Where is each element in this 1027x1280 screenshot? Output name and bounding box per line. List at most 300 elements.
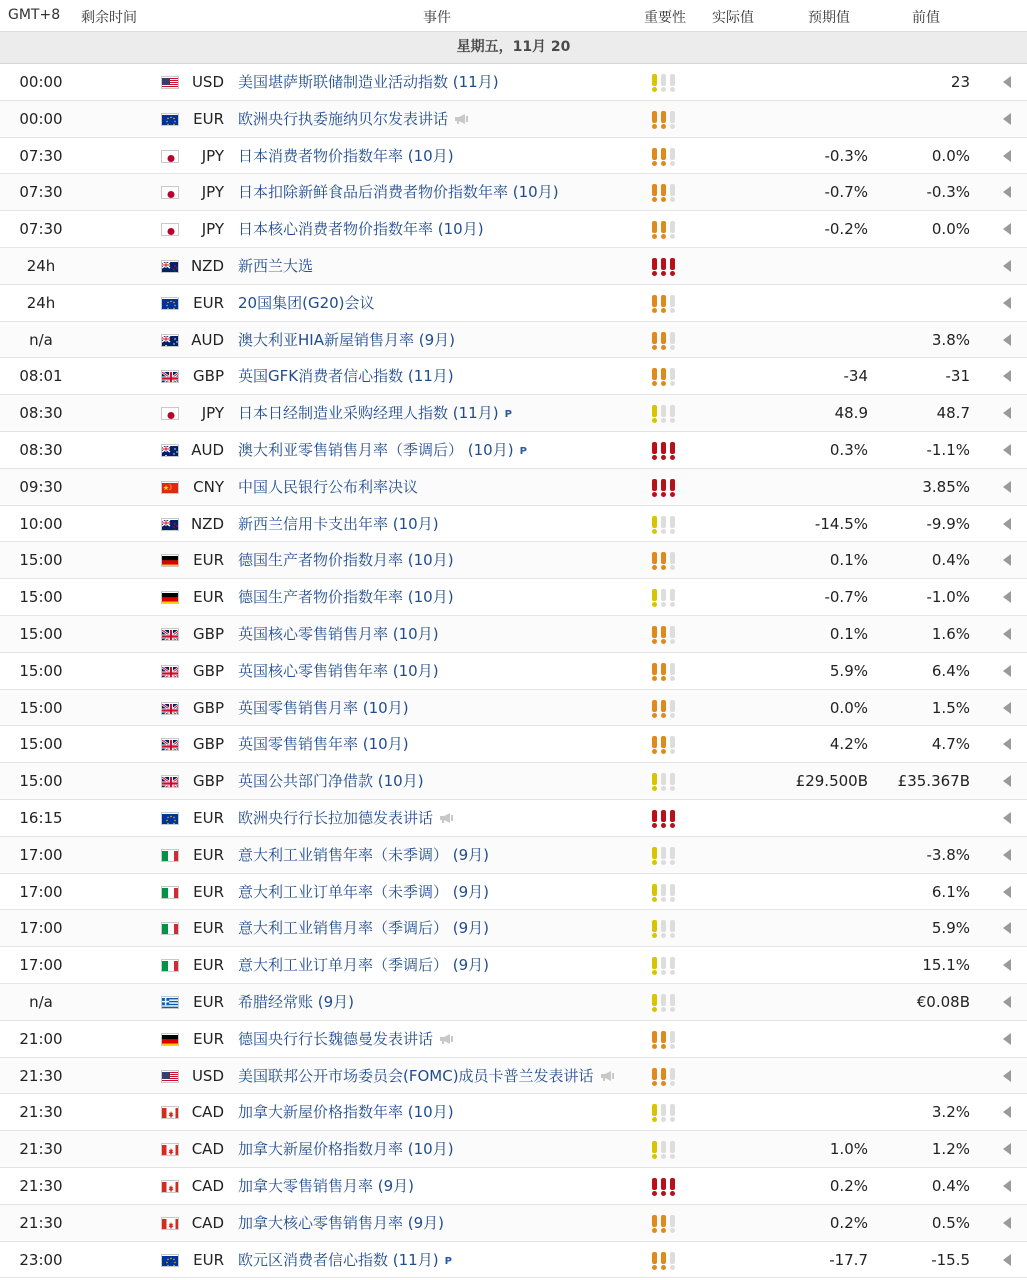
- importance-bar-icon: [660, 184, 667, 202]
- expand-arrow-icon[interactable]: [1003, 186, 1011, 198]
- importance-bar-icon: [669, 1215, 676, 1233]
- event-currency: NZD: [190, 256, 224, 275]
- event-time: 08:30: [19, 440, 63, 459]
- importance-bar-icon: [651, 884, 658, 902]
- event-row[interactable]: [0, 653, 1027, 690]
- expand-arrow-icon[interactable]: [1003, 1070, 1011, 1082]
- event-title[interactable]: 英国核心零售销售月率 (10月): [238, 624, 439, 643]
- forecast-header: 预期值: [808, 10, 850, 26]
- importance-indicator: [651, 111, 679, 129]
- expand-arrow-icon[interactable]: [1003, 481, 1011, 493]
- event-link[interactable]: [238, 322, 455, 358]
- importance-bar-icon: [669, 552, 676, 570]
- event-row[interactable]: [0, 690, 1027, 727]
- event-currency: JPY: [201, 146, 224, 165]
- event-title[interactable]: 希腊经常账 (9月): [238, 992, 355, 1011]
- event-title[interactable]: 欧洲央行行长拉加德发表讲话: [238, 808, 434, 827]
- event-row[interactable]: [0, 579, 1027, 616]
- event-link[interactable]: [238, 837, 489, 873]
- china-flag-icon: [161, 481, 179, 494]
- event-row[interactable]: [0, 174, 1027, 211]
- event-title[interactable]: 日本扣除新鲜食品后消费者物价指数年率 (10月): [238, 183, 559, 202]
- expand-arrow-icon[interactable]: [1003, 407, 1011, 419]
- uk-flag-icon: [161, 665, 179, 678]
- event-time: 09:30: [19, 477, 63, 496]
- previous-value: 1.2%: [931, 1140, 970, 1159]
- expand-arrow-icon[interactable]: [1003, 702, 1011, 714]
- importance-bar-icon: [660, 700, 667, 718]
- event-link[interactable]: [238, 616, 439, 652]
- importance-indicator: [651, 1068, 679, 1086]
- event-title[interactable]: 英国零售销售月率 (10月): [238, 698, 409, 717]
- event-time: 15:00: [19, 624, 63, 643]
- event-row[interactable]: [0, 506, 1027, 543]
- event-currency: USD: [191, 73, 224, 91]
- importance-indicator: [651, 184, 679, 202]
- event-link[interactable]: [238, 285, 375, 321]
- importance-bar-icon: [651, 552, 658, 570]
- event-title[interactable]: 日本核心消费者物价指数年率 (10月): [238, 220, 484, 239]
- event-link[interactable]: [238, 64, 499, 100]
- importance-bar-icon: [669, 516, 676, 534]
- expand-arrow-icon[interactable]: [1003, 1254, 1011, 1266]
- forecast-value: 0.0%: [829, 698, 868, 717]
- importance-bar-icon: [660, 1215, 667, 1233]
- event-link[interactable]: [238, 1168, 414, 1204]
- event-currency: AUD: [191, 440, 224, 459]
- event-time: 17:00: [19, 919, 63, 938]
- event-row[interactable]: [0, 64, 1027, 101]
- event-currency: EUR: [193, 109, 224, 128]
- australia-flag-icon: [161, 444, 179, 457]
- expand-arrow-icon[interactable]: [1003, 996, 1011, 1008]
- importance-bar-icon: [651, 148, 658, 166]
- importance-bar-icon: [651, 847, 658, 865]
- importance-indicator: [651, 847, 679, 865]
- importance-bar-icon: [660, 810, 667, 828]
- event-row[interactable]: [0, 101, 1027, 138]
- expand-arrow-icon[interactable]: [1003, 665, 1011, 677]
- event-link[interactable]: [238, 579, 454, 615]
- event-currency: EUR: [193, 919, 224, 938]
- importance-bar-icon: [660, 736, 667, 754]
- new-zealand-flag-icon: [161, 260, 179, 273]
- importance-indicator: [651, 1141, 679, 1159]
- importance-indicator: [651, 258, 679, 276]
- previous-value: 6.1%: [931, 882, 970, 901]
- forecast-value: 4.2%: [829, 735, 868, 754]
- event-time: 21:00: [19, 1029, 63, 1048]
- event-currency: CNY: [193, 477, 224, 496]
- event-link[interactable]: [238, 506, 439, 542]
- event-link[interactable]: [238, 432, 527, 470]
- previous-value: 4.7%: [931, 735, 970, 754]
- japan-flag-icon: [161, 150, 179, 163]
- event-link[interactable]: [238, 726, 409, 762]
- event-time: n/a: [29, 330, 53, 349]
- event-currency: CAD: [191, 1140, 224, 1159]
- expand-arrow-icon[interactable]: [1003, 370, 1011, 382]
- expand-arrow-icon[interactable]: [1003, 76, 1011, 88]
- expand-arrow-icon[interactable]: [1003, 260, 1011, 272]
- event-row[interactable]: [0, 432, 1027, 469]
- event-title[interactable]: 欧元区消费者信心指数 (11月): [238, 1250, 439, 1269]
- event-title[interactable]: 中国人民银行公布利率决议: [238, 477, 419, 496]
- importance-bar-icon: [669, 589, 676, 607]
- event-currency: EUR: [193, 808, 224, 827]
- event-currency: EUR: [193, 956, 224, 975]
- uk-flag-icon: [161, 370, 179, 383]
- canada-flag-icon: [161, 1143, 179, 1156]
- importance-bar-icon: [669, 1178, 676, 1196]
- previous-value: -0.3%: [926, 183, 970, 202]
- event-time: 15:00: [19, 551, 63, 570]
- importance-indicator: [651, 442, 679, 460]
- event-title[interactable]: 新西兰大选: [238, 256, 314, 275]
- event-row[interactable]: [0, 542, 1027, 579]
- expand-arrow-icon[interactable]: [1003, 297, 1011, 309]
- expand-arrow-icon[interactable]: [1003, 554, 1011, 566]
- expand-arrow-icon[interactable]: [1003, 1143, 1011, 1155]
- event-title[interactable]: 新西兰信用卡支出年率 (10月): [238, 514, 439, 533]
- previous-value: €0.08B: [916, 992, 970, 1011]
- event-row[interactable]: [0, 248, 1027, 285]
- previous-value: 3.85%: [922, 477, 970, 496]
- event-row[interactable]: [0, 1242, 1027, 1279]
- importance-indicator: [651, 479, 679, 497]
- importance-bar-icon: [669, 626, 676, 644]
- event-link[interactable]: [238, 542, 454, 578]
- importance-bar-icon: [660, 1252, 667, 1270]
- importance-bar-icon: [651, 184, 658, 202]
- event-currency: JPY: [201, 404, 224, 423]
- expand-arrow-icon[interactable]: [1003, 334, 1011, 346]
- importance-bar-icon: [651, 221, 658, 239]
- remaining-time-header: 剩余时间: [81, 10, 137, 26]
- expand-arrow-icon[interactable]: [1003, 628, 1011, 640]
- importance-indicator: [651, 74, 679, 92]
- event-row[interactable]: [0, 984, 1027, 1021]
- importance-bar-icon: [651, 1068, 658, 1086]
- preliminary-icon: P: [504, 409, 512, 421]
- event-link[interactable]: [238, 1242, 452, 1280]
- importance-bar-icon: [669, 957, 676, 975]
- event-link[interactable]: [238, 874, 489, 910]
- previous-value: -15.5: [931, 1250, 970, 1269]
- event-title[interactable]: 美国联邦公开市场委员会(FOMC)成员卡普兰发表讲话: [238, 1066, 594, 1085]
- importance-indicator: [651, 368, 679, 386]
- event-row[interactable]: [0, 1094, 1027, 1131]
- importance-bar-icon: [669, 184, 676, 202]
- forecast-value: 0.1%: [829, 551, 868, 570]
- preliminary-icon: P: [444, 1255, 452, 1267]
- previous-value: 1.6%: [931, 624, 970, 643]
- expand-arrow-icon[interactable]: [1003, 738, 1011, 750]
- importance-bar-icon: [669, 1104, 676, 1122]
- eu-flag-icon: [161, 1254, 179, 1267]
- importance-bar-icon: [669, 663, 676, 681]
- japan-flag-icon: [161, 407, 179, 420]
- event-row[interactable]: [0, 726, 1027, 763]
- greece-flag-icon: [161, 996, 179, 1009]
- event-link[interactable]: [238, 395, 512, 433]
- importance-bar-icon: [660, 442, 667, 460]
- previous-value: -9.9%: [926, 514, 970, 533]
- event-title[interactable]: 欧洲央行执委施纳贝尔发表讲话: [238, 109, 449, 128]
- event-title[interactable]: 澳大利亚零售销售月率（季调后） (10月): [238, 440, 514, 459]
- event-row[interactable]: [0, 322, 1027, 359]
- event-title[interactable]: 德国生产者物价指数月率 (10月): [238, 551, 454, 570]
- event-currency: EUR: [193, 588, 224, 607]
- expand-arrow-icon[interactable]: [1003, 223, 1011, 235]
- event-link[interactable]: [238, 469, 418, 505]
- event-title[interactable]: 英国核心零售销售年率 (10月): [238, 661, 439, 680]
- event-title[interactable]: 意大利工业订单年率（未季调） (9月): [238, 882, 490, 901]
- importance-indicator: [651, 405, 679, 423]
- event-title[interactable]: 英国零售销售年率 (10月): [238, 735, 409, 754]
- event-row[interactable]: [0, 910, 1027, 947]
- importance-header: 重要性: [644, 10, 686, 26]
- importance-bar-icon: [669, 368, 676, 386]
- importance-bar-icon: [669, 810, 676, 828]
- event-row[interactable]: [0, 616, 1027, 653]
- previous-value: 3.2%: [931, 1103, 970, 1122]
- preliminary-icon: P: [519, 445, 527, 457]
- importance-bar-icon: [651, 442, 658, 460]
- japan-flag-icon: [161, 186, 179, 199]
- event-link[interactable]: [238, 138, 454, 174]
- importance-indicator: [651, 1215, 679, 1233]
- importance-bar-icon: [669, 295, 676, 313]
- event-link[interactable]: [238, 653, 439, 689]
- event-row[interactable]: [0, 211, 1027, 248]
- event-row[interactable]: [0, 358, 1027, 395]
- timezone-selector[interactable]: GMT+8: [8, 7, 61, 23]
- event-link[interactable]: [238, 248, 313, 284]
- importance-bar-icon: [660, 516, 667, 534]
- importance-indicator: [651, 884, 679, 902]
- event-title[interactable]: 英国GFK消费者信心指数 (11月): [238, 367, 454, 386]
- event-time: 08:01: [19, 367, 63, 386]
- event-link[interactable]: [238, 1205, 444, 1241]
- event-time: 15:00: [19, 735, 63, 754]
- importance-bar-icon: [660, 368, 667, 386]
- event-link[interactable]: [238, 1058, 616, 1094]
- forecast-value: 0.3%: [829, 440, 868, 459]
- event-time: 16:15: [19, 808, 63, 827]
- expand-arrow-icon[interactable]: [1003, 444, 1011, 456]
- expand-arrow-icon[interactable]: [1003, 1217, 1011, 1229]
- event-link[interactable]: [238, 1131, 454, 1167]
- importance-bar-icon: [660, 589, 667, 607]
- eu-flag-icon: [161, 812, 179, 825]
- expand-arrow-icon[interactable]: [1003, 922, 1011, 934]
- event-title[interactable]: 20国集团(G20)会议: [238, 293, 375, 312]
- event-title[interactable]: 加拿大新屋价格指数月率 (10月): [238, 1140, 454, 1159]
- event-row[interactable]: [0, 1205, 1027, 1242]
- importance-indicator: [651, 1178, 679, 1196]
- importance-bar-icon: [651, 1141, 658, 1159]
- event-title[interactable]: 英国公共部门净借款 (10月): [238, 772, 424, 791]
- event-currency: GBP: [193, 661, 224, 680]
- forecast-value: -0.3%: [824, 146, 868, 165]
- event-row[interactable]: [0, 469, 1027, 506]
- event-title[interactable]: 加拿大核心零售销售月率 (9月): [238, 1213, 445, 1232]
- event-link[interactable]: [238, 800, 455, 836]
- previous-value: -31: [945, 367, 970, 386]
- importance-indicator: [651, 920, 679, 938]
- expand-arrow-icon[interactable]: [1003, 959, 1011, 971]
- germany-flag-icon: [161, 1033, 179, 1046]
- expand-arrow-icon[interactable]: [1003, 1180, 1011, 1192]
- event-title[interactable]: 加拿大新屋价格指数年率 (10月): [238, 1103, 454, 1122]
- event-title[interactable]: 日本日经制造业采购经理人指数 (11月): [238, 404, 499, 423]
- event-currency: EUR: [193, 882, 224, 901]
- event-link[interactable]: [238, 984, 354, 1020]
- importance-indicator: [651, 736, 679, 754]
- expand-arrow-icon[interactable]: [1003, 1033, 1011, 1045]
- uk-flag-icon: [161, 702, 179, 715]
- event-row[interactable]: [0, 947, 1027, 984]
- event-link[interactable]: [238, 174, 559, 210]
- previous-value: 48.7: [936, 404, 970, 423]
- eu-flag-icon: [161, 113, 179, 126]
- event-link[interactable]: [238, 947, 489, 983]
- importance-bar-icon: [651, 405, 658, 423]
- importance-indicator: [651, 332, 679, 350]
- event-time: 21:30: [19, 1213, 63, 1232]
- importance-bar-icon: [660, 332, 667, 350]
- event-link[interactable]: [238, 101, 470, 137]
- importance-bar-icon: [651, 589, 658, 607]
- us-flag-icon: [161, 1070, 179, 1083]
- previous-value: -1.1%: [926, 440, 970, 459]
- event-row[interactable]: [0, 800, 1027, 837]
- event-link[interactable]: [238, 1094, 454, 1130]
- event-row[interactable]: [0, 1131, 1027, 1168]
- forecast-value: -14.5%: [814, 514, 868, 533]
- forecast-value: -34: [843, 367, 868, 386]
- event-time: 17:00: [19, 882, 63, 901]
- event-link[interactable]: [238, 690, 409, 726]
- japan-flag-icon: [161, 223, 179, 236]
- previous-value: 0.0%: [931, 146, 970, 165]
- importance-bar-icon: [669, 111, 676, 129]
- importance-indicator: [651, 810, 679, 828]
- previous-value: 0.4%: [931, 1176, 970, 1195]
- importance-indicator: [651, 552, 679, 570]
- importance-bar-icon: [660, 994, 667, 1012]
- importance-bar-icon: [669, 405, 676, 423]
- importance-bar-icon: [660, 773, 667, 791]
- germany-flag-icon: [161, 554, 179, 567]
- importance-bar-icon: [669, 994, 676, 1012]
- event-row[interactable]: [0, 1058, 1027, 1095]
- previous-value: 3.8%: [931, 330, 970, 349]
- previous-value: 15.1%: [922, 956, 970, 975]
- speech-icon: [600, 1059, 616, 1071]
- event-row[interactable]: [0, 138, 1027, 175]
- italy-flag-icon: [161, 886, 179, 899]
- event-link[interactable]: [238, 1021, 455, 1057]
- importance-bar-icon: [660, 626, 667, 644]
- event-title[interactable]: 日本消费者物价指数年率 (10月): [238, 146, 454, 165]
- event-time: 17:00: [19, 845, 63, 864]
- importance-bar-icon: [651, 1031, 658, 1049]
- previous-value: 23: [950, 73, 970, 91]
- importance-bar-icon: [660, 663, 667, 681]
- event-title[interactable]: 澳大利亚HIA新屋销售月率 (9月): [238, 330, 455, 349]
- event-title[interactable]: 德国生产者物价指数年率 (10月): [238, 588, 454, 607]
- event-time: 07:30: [19, 183, 63, 202]
- event-title[interactable]: 意大利工业销售年率（未季调） (9月): [238, 845, 490, 864]
- importance-bar-icon: [669, 736, 676, 754]
- event-row[interactable]: [0, 1168, 1027, 1205]
- event-link[interactable]: [238, 910, 489, 946]
- importance-bar-icon: [660, 552, 667, 570]
- importance-bar-icon: [660, 847, 667, 865]
- event-title[interactable]: 德国央行行长魏德曼发表讲话: [238, 1029, 434, 1048]
- event-time: 21:30: [19, 1140, 63, 1159]
- importance-indicator: [651, 1104, 679, 1122]
- event-row[interactable]: [0, 874, 1027, 911]
- expand-arrow-icon[interactable]: [1003, 113, 1011, 125]
- event-row[interactable]: [0, 837, 1027, 874]
- event-row[interactable]: [0, 1021, 1027, 1058]
- canada-flag-icon: [161, 1217, 179, 1230]
- previous-value: £35.367B: [897, 772, 970, 791]
- expand-arrow-icon[interactable]: [1003, 812, 1011, 824]
- event-time: 08:30: [19, 404, 63, 423]
- importance-bar-icon: [669, 1031, 676, 1049]
- expand-arrow-icon[interactable]: [1003, 1106, 1011, 1118]
- expand-arrow-icon[interactable]: [1003, 775, 1011, 787]
- event-row[interactable]: [0, 763, 1027, 800]
- event-row[interactable]: [0, 395, 1027, 432]
- expand-arrow-icon[interactable]: [1003, 849, 1011, 861]
- expand-arrow-icon[interactable]: [1003, 150, 1011, 162]
- event-currency: GBP: [193, 698, 224, 717]
- event-time: 21:30: [19, 1103, 63, 1122]
- italy-flag-icon: [161, 922, 179, 935]
- importance-indicator: [651, 589, 679, 607]
- event-title[interactable]: 加拿大零售销售月率 (9月): [238, 1176, 415, 1195]
- event-title[interactable]: 美国堪萨斯联储制造业活动指数 (11月): [238, 73, 499, 91]
- forecast-value: -17.7: [829, 1250, 868, 1269]
- event-link[interactable]: [238, 211, 484, 247]
- expand-arrow-icon[interactable]: [1003, 886, 1011, 898]
- event-title[interactable]: 意大利工业销售月率（季调后） (9月): [238, 919, 490, 938]
- importance-bar-icon: [651, 368, 658, 386]
- event-currency: GBP: [193, 772, 224, 791]
- previous-value: 0.5%: [931, 1213, 970, 1232]
- event-title[interactable]: 意大利工业订单月率（季调后） (9月): [238, 956, 490, 975]
- event-currency: GBP: [193, 367, 224, 386]
- importance-indicator: [651, 295, 679, 313]
- event-currency: GBP: [193, 624, 224, 643]
- importance-bar-icon: [651, 810, 658, 828]
- event-link[interactable]: [238, 763, 424, 799]
- event-link[interactable]: [238, 358, 454, 394]
- importance-bar-icon: [660, 1141, 667, 1159]
- importance-bar-icon: [651, 479, 658, 497]
- us-flag-icon: [161, 76, 179, 89]
- previous-value: 0.4%: [931, 551, 970, 570]
- expand-arrow-icon[interactable]: [1003, 518, 1011, 530]
- event-row[interactable]: [0, 285, 1027, 322]
- speech-icon: [439, 801, 455, 813]
- expand-arrow-icon[interactable]: [1003, 591, 1011, 603]
